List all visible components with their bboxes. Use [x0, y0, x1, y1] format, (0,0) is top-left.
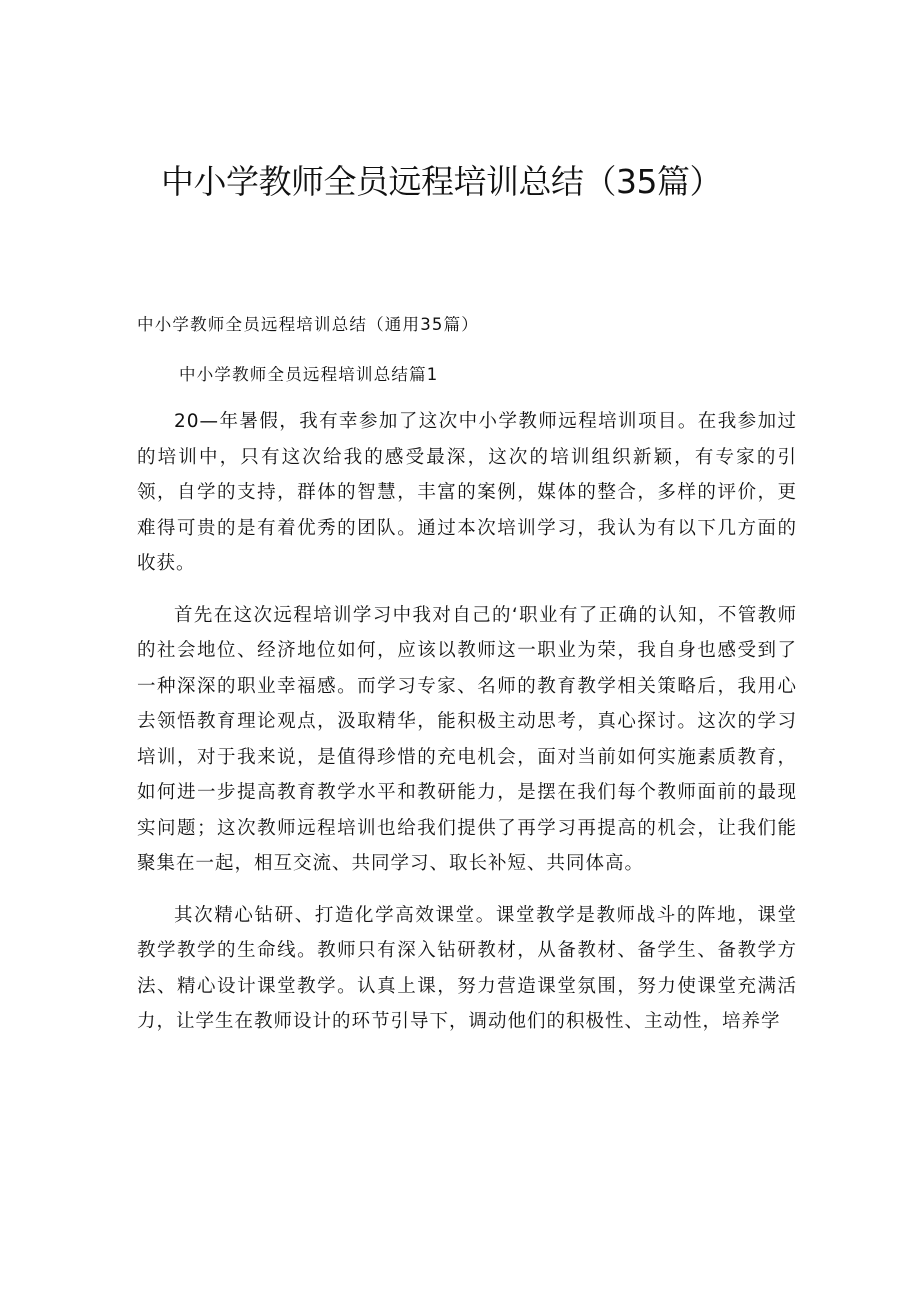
section-heading: 中小学教师全员远程培训总结篇1 — [179, 365, 439, 384]
paragraph-1: 20—年暑假，我有幸参加了这次中小学教师远程培训项目。在我参加过的培训中，只有这次给我的感受最深，这次的培训组织新颖，有专家的引领，自学的支持，群体的智慧，丰富的案例，媒体的整合，多样的评价，更难得可贵的是有着优秀的团队。通过本次培训学习，我认为有以下几方面的收获。 — [137, 411, 797, 574]
document-subtitle: 中小学教师全员远程培训总结（通用35篇） — [137, 315, 479, 334]
paragraph-3: 其次精心钻研、打造化学高效课堂。课堂教学是教师战斗的阵地，课堂教学教学的生命线。教师只有深入钻研教材，从备教材、备学生、备教学方法、精心设计课堂教学。认真上课，努力营造课堂氛围，努力使课堂充满活力，让学生在教师设计的环节引导下，调动他们的积极性、主动性，培养学 — [137, 904, 797, 1032]
document-title: 中小学教师全员远程培训总结（35篇） — [161, 162, 722, 201]
paragraph-2: 首先在这次远程培训学习中我对自己的‘职业有了正确的认知，不管教师的社会地位、经济地位如何，应该以教师这一职业为荣，我自身也感受到了一种深深的职业幸福感。而学习专家、名师的教育教学相关策略后，我用心去领悟教育理论观点，汲取精华，能积极主动思考，真心探讨。这次的学习培训，对于我来说，是值得珍惜的充电机会，面对当前如何实施素质教育，如何进一步提高教育教学水平和教研能力，是摆在我们每个教师面前的最现实问题；这次教师远程培训也给我们提供了再学习再提高的机会，让我们能聚集在一起，相互交流、共同学习、取长补短、共同体高。 — [137, 604, 797, 874]
document-body — [137, 404, 797, 1056]
